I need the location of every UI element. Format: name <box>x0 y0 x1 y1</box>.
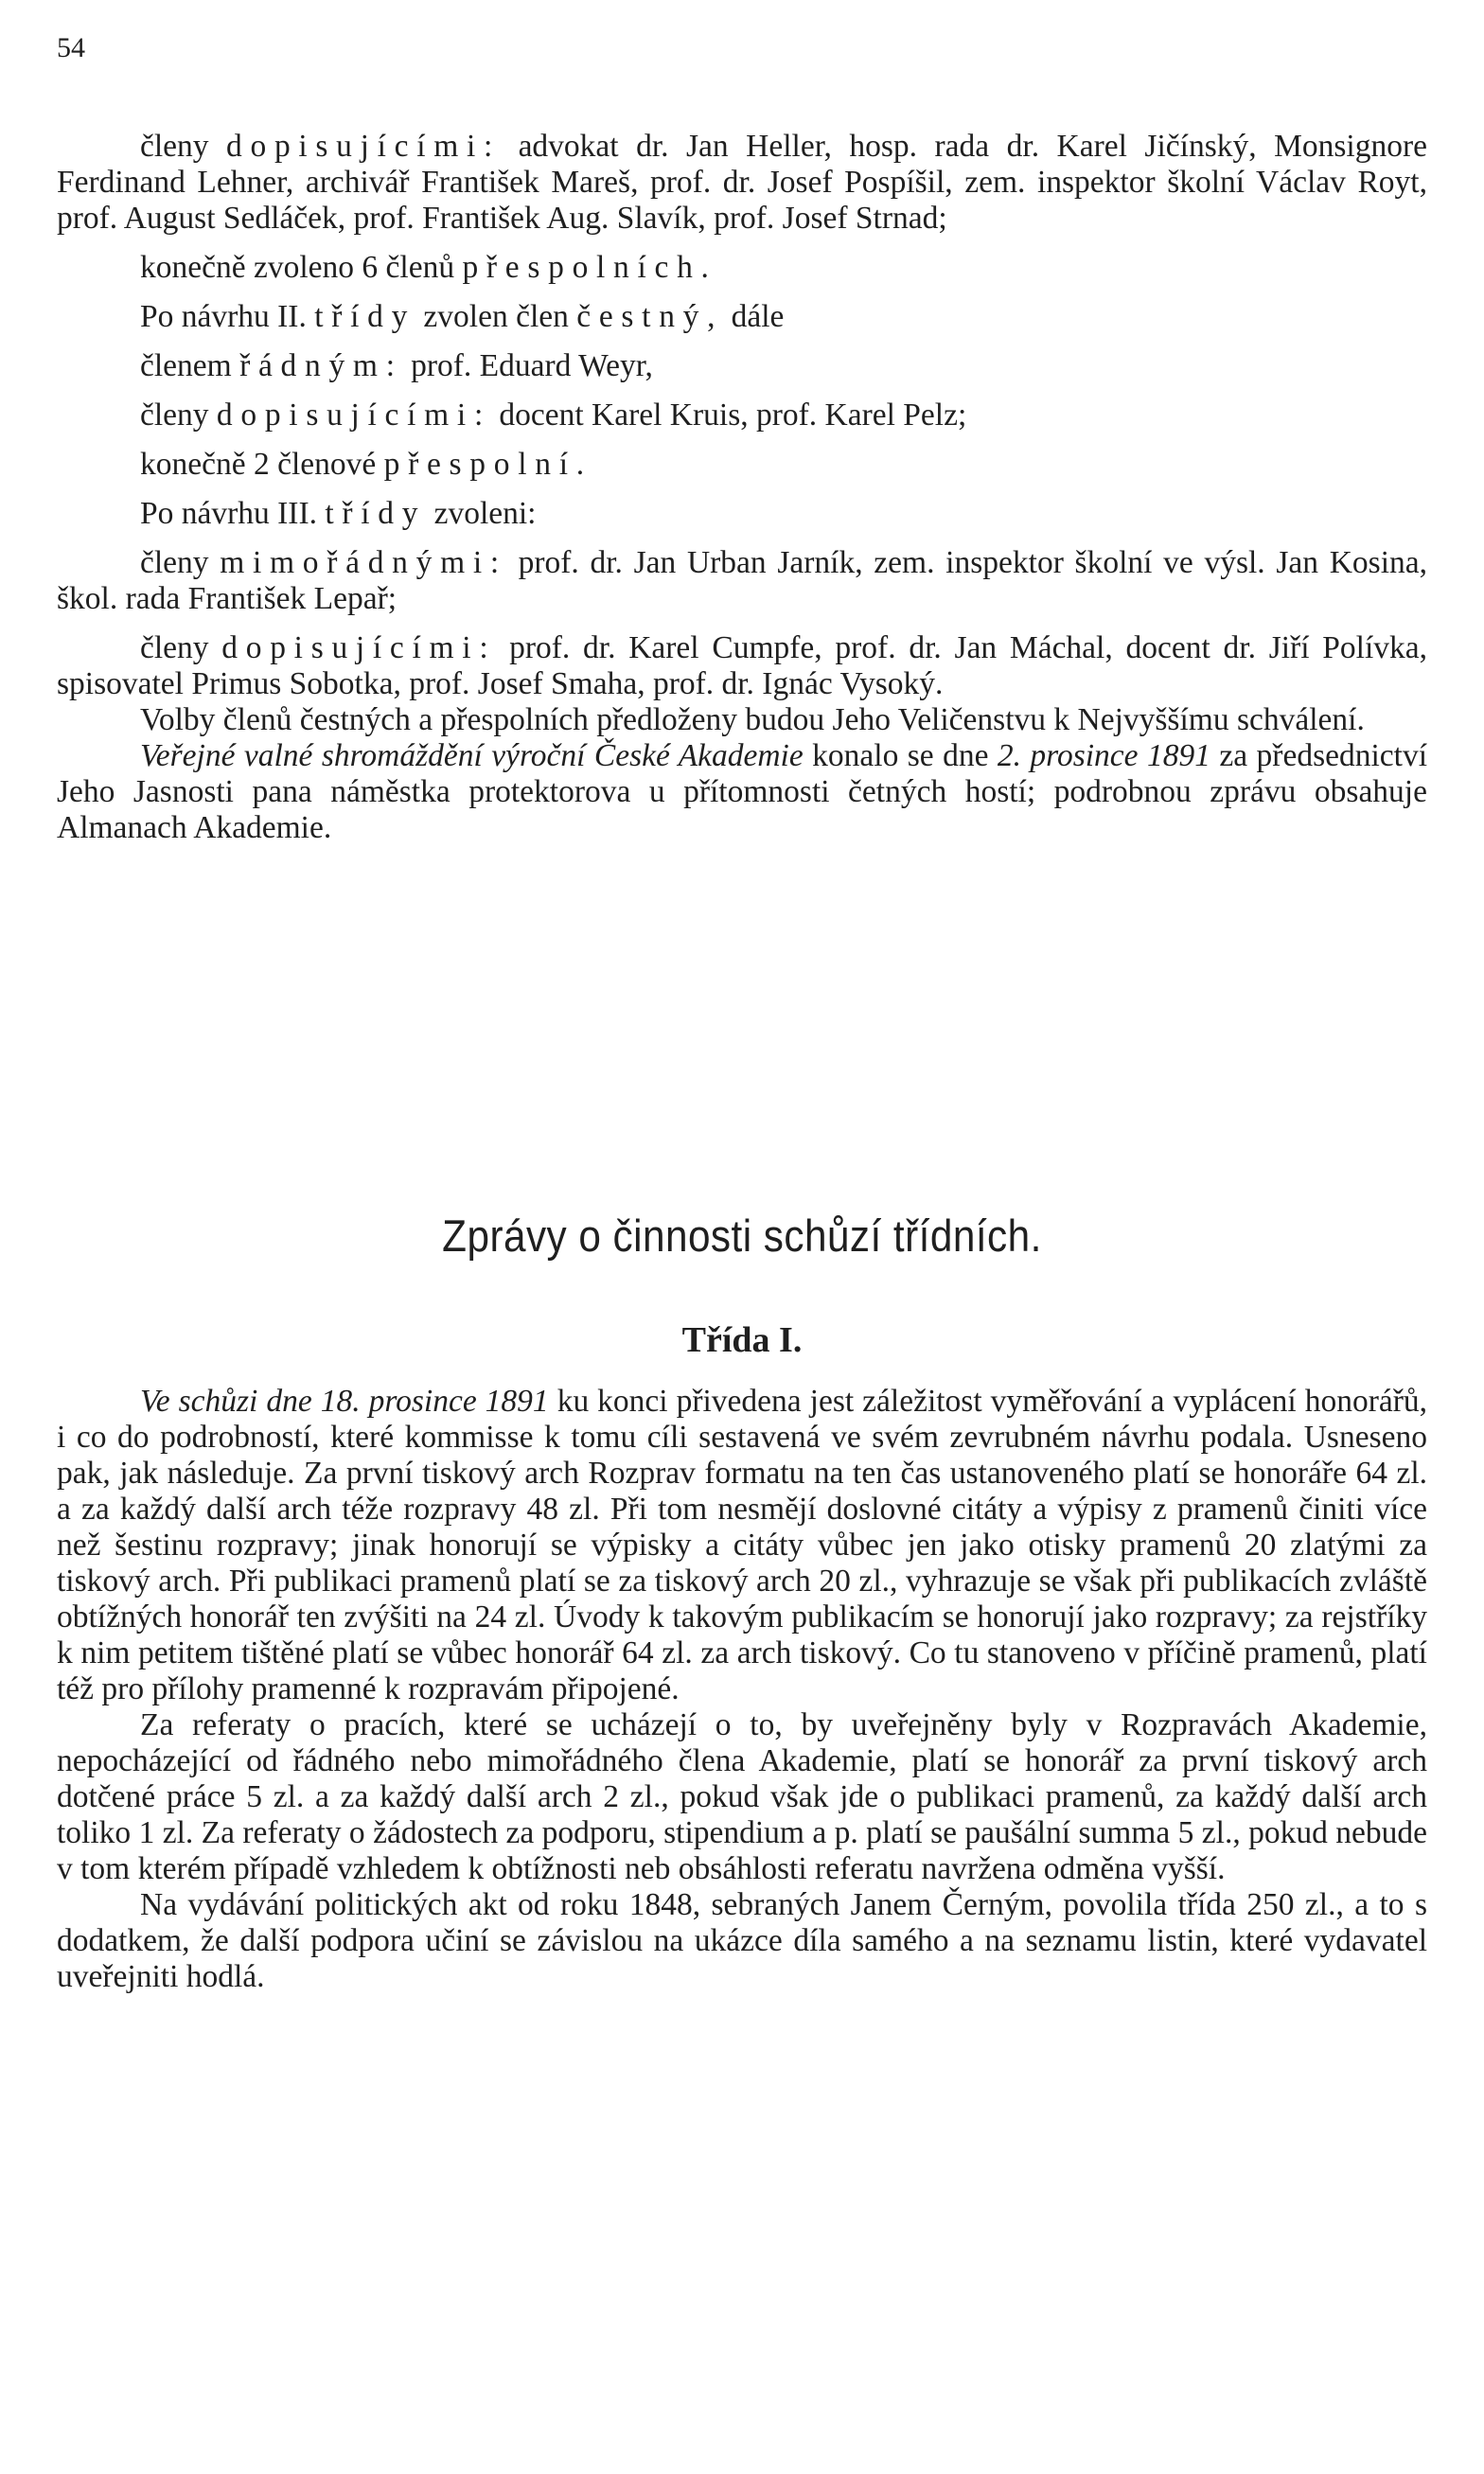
paragraph-class-2-proposal: Po návrhu II. třídy zvolen člen čestný, dále <box>140 299 785 334</box>
paragraph-external-members-1: konečně zvoleno 6 členů přespolních. <box>140 250 717 285</box>
paragraph-corresponding-members-1: členy dopisujícími: advokat dr. Jan Heller, hosp. rada dr. Karel Jičínský, Monsignore Ferdinand Lehner, archivář František Mareš, prof. dr. Josef Pospíšil, zem. inspektor školní Václav Royt, prof. August Sedláček, prof. František Aug. Slavík, prof. Josef Strnad; <box>57 129 1427 236</box>
top-text-block <box>57 129 1427 846</box>
paragraph-regular-member: členem řádným: prof. Eduard Weyr, <box>140 348 653 383</box>
class-heading: Třída I. <box>681 1320 803 1360</box>
paragraph-political-acts: Na vydávání politických akt od roku 1848, sebraných Janem Černým, povolila třída 250 zl., a to s dodatkem, že další podpora učiní se závislou na ukázce díla samého a na seznamu listin, které vydavatel uveřejniti hodlá. <box>57 1887 1427 1994</box>
paragraph-corresponding-members-2: členy dopisujícími: docent Karel Kruis, prof. Karel Pelz; <box>140 398 967 433</box>
paragraph-corresponding-members-3: členy dopisujícími: prof. dr. Karel Cumpfe, prof. dr. Jan Máchal, docent dr. Jiří Polívka, spisovatel Primus Sobotka, prof. Josef Smaha, prof. dr. Ignác Vysoký. <box>57 630 1427 701</box>
paragraph-class-3-proposal: Po návrhu III. třídy zvoleni: <box>140 496 537 531</box>
paragraph-extraordinary-members: členy mimořádnými: prof. dr. Jan Urban Jarník, zem. inspektor školní ve výsl. Jan Kosina, škol. rada František Lepař; <box>57 545 1428 616</box>
section-heading: Zprávy o činnosti schůzí třídních. <box>442 1210 1042 1261</box>
paragraph-referees: Za referaty o pracích, které se ucházejí o to, by uveřejněny byly v Rozpravách Akademie, nepocházející od řádného nebo mimořádného člena Akademie, platí se honorář za první tiskový arch dotčené práce 5 zl. a za každý další arch 2 zl., pokud však jde o publikaci pramenů, za každý další arch toliko 1 zl. Za referaty o žádostech za podporu, stipendium a p. platí se paušální summa 5 zl., pokud nebude v tom kterém případě vzhledem k obtížnosti neb obsáhlosti referatu navržena odměna vyšší. <box>57 1707 1427 1886</box>
paragraph-external-members-2: konečně 2 členové přespolní. <box>140 447 592 482</box>
paragraph-approval: Volby členů čestných a přespolních předloženy budou Jeho Veličenstvu k Nejvyššímu schválení. <box>140 702 1365 737</box>
body-text-block <box>57 1384 1427 1995</box>
page-number: 54 <box>57 32 85 63</box>
paragraph-annual-assembly: Veřejné valné shromáždění výroční České Akademie konalo se dne 2. prosince 1891 za předsednictví Jeho Jasnosti pana náměstka protektorova u přítomnosti četných hostí; podrobnou zprávu obsahuje Almanach Akademie. <box>57 738 1428 845</box>
paragraph-honoraria: Ve schůzi dne 18. prosince 1891 ku konci přivedena jest záležitost vyměřování a vyplácení honorářů, i co do podrobností, které kommisse k tomu cíli sestavená ve svém zevrubném návrhu podala. Usneseno pak, jak následuje. Za první tiskový arch Rozprav formatu na ten čas ustanoveného platí se honoráře 64 zl. a za každý další arch téže rozpravy 48 zl. Při tom nesmějí doslovné citáty a výpisy z pramenů činiti více než šestinu rozpravy; jinak honorují se výpisky a citáty vůbec jen jako otisky pramenů 20 zlatými za tiskový arch. Při publikaci pramenů platí se za tiskový arch 20 zl., vyhrazuje se však při publikacích zvláště obtížných honorář ten zvýšiti na 24 zl. Úvody k takovým publikacím se honorují jako rozpravy; za rejstříky k nim petitem tištěné platí se vůbec honorář 64 zl. za arch tiskový. Co tu stanoveno v příčině pramenů, platí též pro přílohy pramenné k rozpravám připojené. <box>57 1384 1428 1706</box>
